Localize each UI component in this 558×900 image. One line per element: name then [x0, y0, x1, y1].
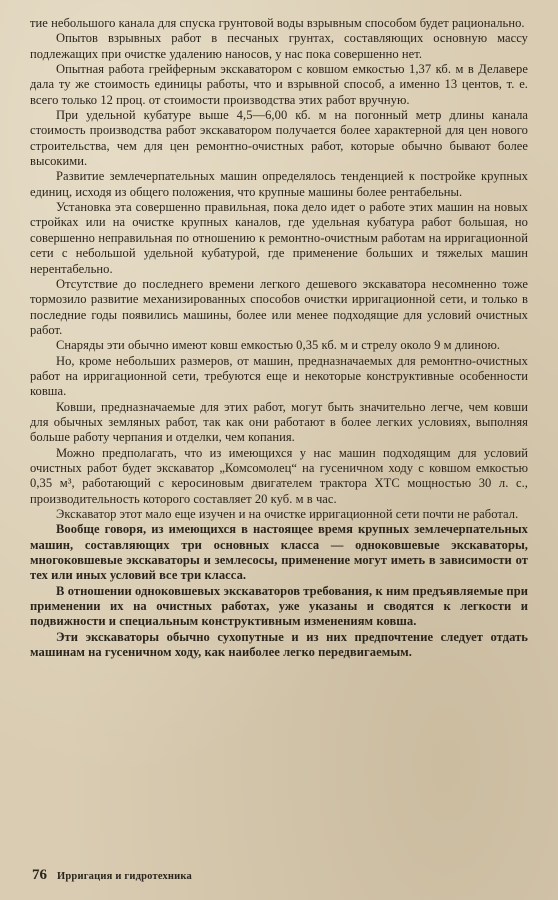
paragraph: В отношении одноковшевых экскаваторов требования, к ним предъявляемые при применении их на очистных работах, уже указаны и сводятся к легкости и подвижности и специальным конструктивным изменениям ковша. — [30, 583, 528, 629]
paragraph: Экскаватор этот мало еще изучен и на очистке ирригационной сети почти не работал. — [56, 507, 519, 521]
paragraph: Опытная работа грейферным экскаватором с ковшом емкостью 1,37 кб. м в Делавере дала ту же стоимость единицы работы, что и взрывной способ, а именно 13 центов, т. е. всего только 12 проц. от стоимости производства этих работ вручную. — [30, 62, 528, 107]
page-number: 76 — [32, 867, 47, 883]
paragraph: Снаряды эти обычно имеют ковш емкостью 0,35 кб. м и стрелу около 9 м длиною. — [56, 338, 501, 353]
paragraph: Эти экскаваторы обычно сухопутные и из них предпочтение следует отдать машинам на гусеничном ходу, как наиболее легко передвигаемым. — [30, 629, 528, 660]
paragraph: Но, кроме небольших размеров, от машин, предназначаемых для ремонтно-очистных работ на ирригационной сети, требуются еще и некоторые конструктивные особенности ковша. — [30, 353, 528, 399]
paragraph: Вообще говоря, из имеющихся в настоящее время крупных землечерпательных машин, составляющих три основных класса — одноковшевые экскаваторы, многоковшевые экскаваторы и землесосы, применение могут иметь в зависимости от тех или иных условий все три класса. — [30, 522, 528, 583]
journal-title: Ирригация и гидротехника — [57, 871, 192, 882]
paragraph: При удельной кубатуре выше 4,5—6,00 кб. м на погонный метр длины канала стоимость производства работ экскаватором получается более характерной для цен нового строительства, чем для цен ремонтно-очистных работ, которые обычно бывают более высокими. — [30, 108, 528, 169]
text-column — [30, 16, 528, 846]
paragraph: Отсутствие до последнего времени легкого дешевого экскаватора несомненно тоже тормозило развитие механизированных способов очистки ирригационной сети, и только в последние годы появились машины, более или менее подходящие для условий очистных работ. — [30, 276, 528, 337]
paragraph: тие небольшого канала для спуска грунтовой воды взрывным способом будет рационально. — [30, 16, 525, 30]
paragraph: Можно предполагать, что из имеющихся у нас машин подходящим для условий очистных работ будет экскаватор „Комсомолец“ на гусеничном ходу с ковшом емкостью 0,35 м³, работающий с керосиновым двигателем трактора ХТС мощностью 30 л. с., производительность которого составляет 20 куб. м в час. — [30, 445, 528, 506]
page-footer — [32, 866, 332, 886]
paragraph: Установка эта совершенно правильная, пока дело идет о работе этих машин на новых стройках или на очистке крупных каналов, где удельная кубатура работ большая, но совершенно неправильная по отношению к ремонтно-очистным работам на ирригационной сети с небольшой удельной кубатурой, где применение больших и тяжелых машин нерентабельно. — [30, 200, 528, 276]
paragraph: Развитие землечерпательных машин определялось тенденцией к постройке крупных единиц, исходя из общего положения, что крупные машины более рентабельны. — [30, 169, 528, 199]
paragraph: Опытов взрывных работ в песчаных грунтах, составляющих основную массу подлежащих при очистке удалению наносов, у нас пока совершенно нет. — [30, 31, 528, 61]
paragraph: Ковши, предназначаемые для этих работ, могут быть значительно легче, чем ковши для обычных земляных работ, так как они работают в более легких условиях, выполняя больше работу черпания и отделки, чем копания. — [30, 399, 528, 445]
